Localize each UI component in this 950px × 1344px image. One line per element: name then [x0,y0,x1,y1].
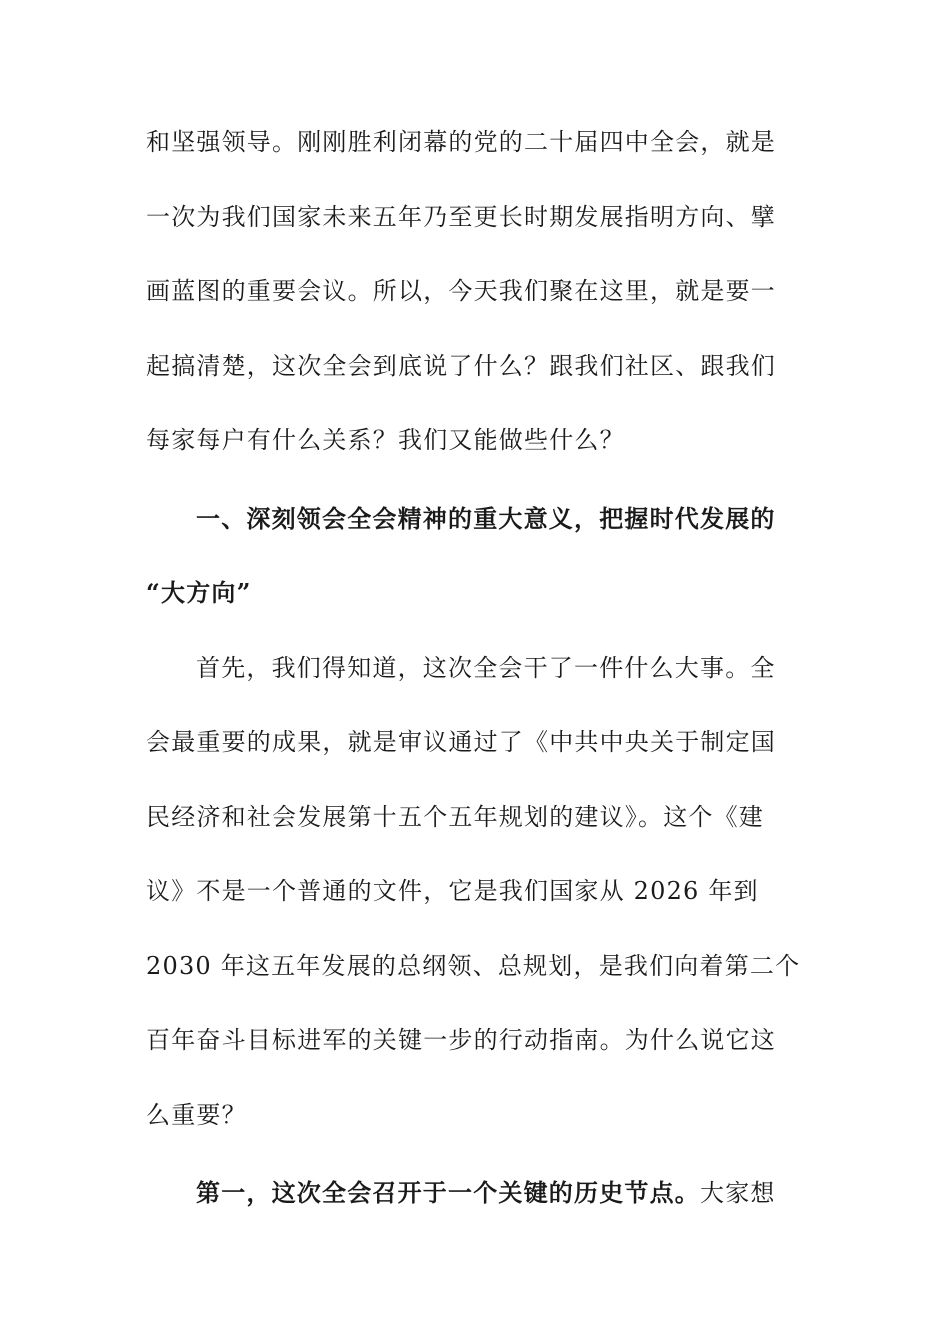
section-heading: 一、深刻领会全会精神的重大意义，把握时代发展的 [196,504,776,533]
paragraph-line: 议》不是一个普通的文件，它是我们国家从 2026 年到 [146,877,759,905]
paragraph-line: 画蓝图的重要会议。所以，今天我们聚在这里，就是要一 [146,277,776,305]
paragraph-line: 首先，我们得知道，这次全会干了一件什么大事。全 [196,654,776,682]
paragraph-line: 会最重要的成果，就是审议通过了《中共中央关于制定国 [146,728,776,756]
paragraph-line: 一次为我们国家未来五年乃至更长时期发展指明方向、擘 [146,203,776,231]
point-rest: 大家想 [700,1179,776,1207]
point-lead: 第一，这次全会召开于一个关键的历史节点。 [196,1178,700,1207]
paragraph-line: 每家每户有什么关系？我们又能做些什么？ [146,426,625,454]
section-heading-continued: “大方向” [146,578,252,607]
point-line [196,1178,776,1208]
paragraph-line: 百年奋斗目标进军的关键一步的行动指南。为什么说它这 [146,1026,776,1054]
paragraph-line: 和坚强领导。刚刚胜利闭幕的党的二十届四中全会，就是 [146,128,776,156]
paragraph-line: 民经济和社会发展第十五个五年规划的建议》。这个《建 [146,803,764,831]
paragraph-line: 起搞清楚，这次全会到底说了什么？跟我们社区、跟我们 [146,352,776,380]
paragraph-line: 2030 年这五年发展的总纲领、总规划，是我们向着第二个 [146,952,801,980]
paragraph-line: 么重要？ [146,1101,247,1129]
